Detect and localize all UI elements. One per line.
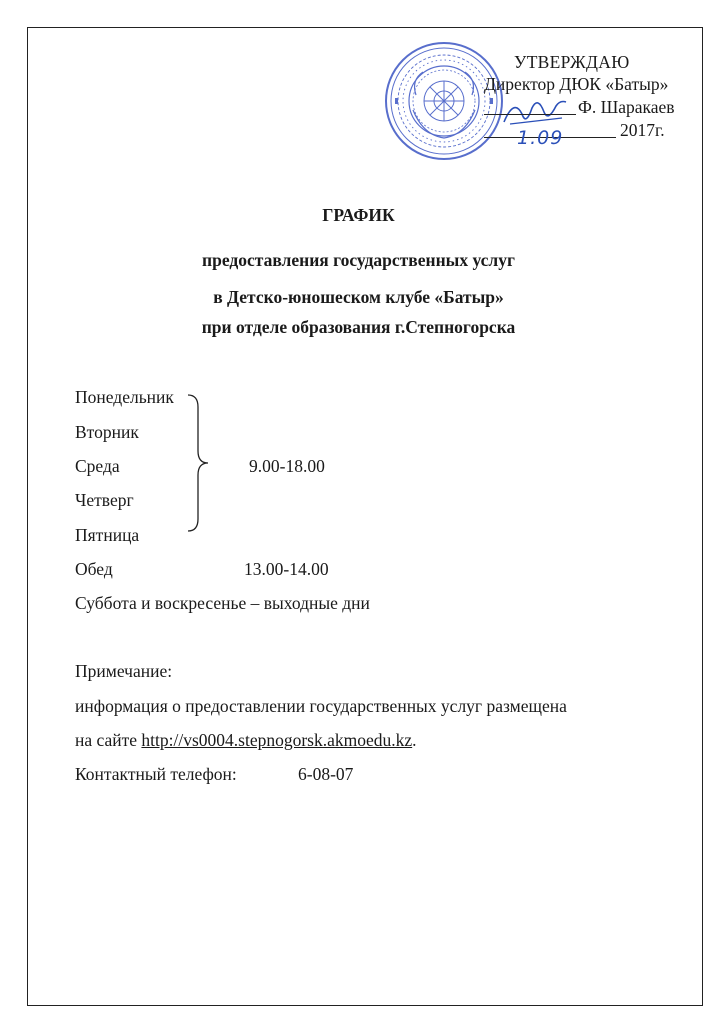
document-subtitle-3: при отделе образования г.Степногорска (201, 317, 516, 337)
approval-signer: Ф. Шаракаев (578, 97, 675, 117)
site-suffix: . (412, 730, 417, 750)
lunch-hours: 13.00-14.00 (244, 559, 329, 579)
curly-brace-icon (186, 393, 212, 533)
approval-date-line (484, 119, 665, 141)
site-link[interactable]: http://vs0004.stepnogorsk.akmoedu.kz (141, 730, 413, 750)
note-label: Примечание: (75, 661, 173, 681)
site-prefix: на сайте (75, 730, 142, 750)
schedule-day: Среда (75, 456, 120, 476)
working-hours: 9.00-18.00 (249, 456, 325, 476)
approval-signature-line (484, 96, 675, 118)
note-text: информация о предоставлении государственных услуг размещена (75, 696, 567, 716)
lunch-label: Обед (75, 559, 113, 579)
schedule-day: Пятница (75, 525, 140, 545)
document-title: ГРАФИК (322, 205, 395, 225)
page-border (27, 27, 703, 1006)
document-subtitle-2: в Детско-юношеском клубе «Батыр» (213, 287, 504, 307)
handwritten-date: 1.09 (517, 127, 564, 149)
document-subtitle-1: предоставления государственных услуг (202, 250, 515, 270)
site-line (75, 729, 417, 751)
contact-phone-label: Контактный телефон: (75, 764, 237, 784)
weekend-note: Суббота и воскресенье – выходные дни (75, 593, 370, 613)
approval-title: УТВЕРЖДАЮ (514, 52, 630, 72)
signature-blank (484, 98, 576, 115)
contact-phone-value: 6-08-07 (298, 764, 354, 784)
approval-director: Директор ДЮК «Батыр» (484, 74, 669, 94)
schedule-day: Четверг (75, 490, 134, 510)
schedule-day: Понедельник (75, 387, 174, 407)
approval-year: 2017г. (620, 120, 665, 140)
schedule-day: Вторник (75, 422, 139, 442)
